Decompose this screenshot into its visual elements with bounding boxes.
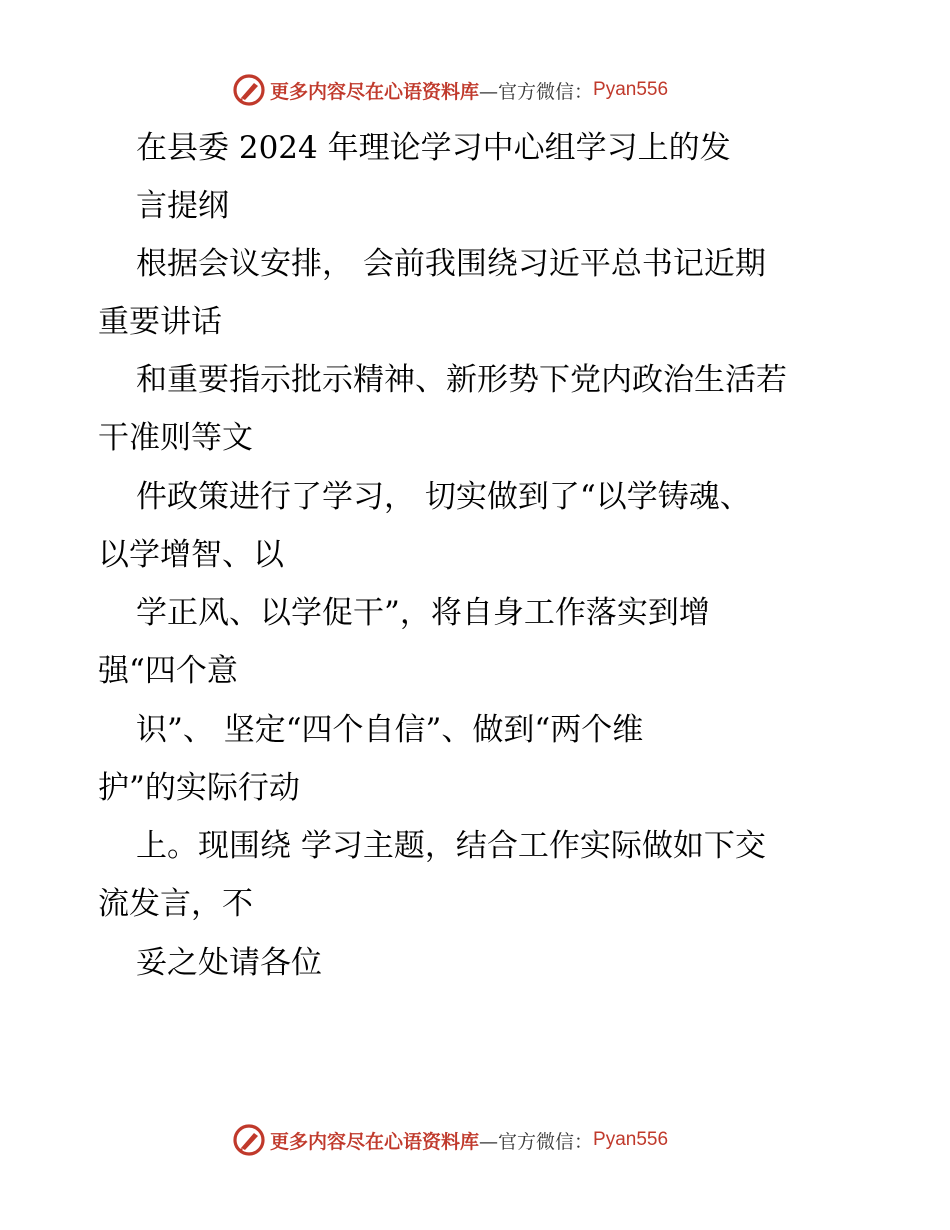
- pen-circle-logo-icon: [232, 73, 266, 107]
- watermark-separator-text: —官方微信：: [479, 80, 594, 103]
- pen-circle-logo-icon: [232, 1123, 266, 1157]
- watermark-id-text: Pyan556: [593, 1129, 669, 1150]
- document-line: 和重要指示批示精神、新形势下党内政治生活若: [136, 362, 787, 398]
- document-line: 言提纲: [136, 188, 229, 224]
- document-line: 干准则等文: [98, 420, 253, 456]
- footer-watermark: [232, 1122, 668, 1158]
- watermark-main-text: 更多内容尽在心语资料库: [270, 80, 480, 103]
- watermark-main-text: 更多内容尽在心语资料库: [270, 1130, 480, 1153]
- document-line: 流发言，不: [98, 886, 253, 922]
- document-line: 护”的实际行动: [98, 770, 300, 806]
- document-line: 根据会议安排， 会前我围绕习近平总书记近期: [136, 246, 766, 282]
- document-line: 件政策进行了学习， 切实做到了“以学铸魂、: [136, 479, 751, 515]
- watermark-id-text: Pyan556: [593, 79, 669, 100]
- document-line: 以学增智、以: [98, 537, 284, 573]
- document-line: 在县委 2024 年理论学习中心组学习上的发: [136, 130, 731, 166]
- document-line: 强“四个意: [98, 653, 238, 689]
- document-line: 识”、 坚定“四个自信”、做到“两个维: [136, 712, 644, 748]
- document-line: 学正风、以学促干”，将自身工作落实到增: [136, 595, 710, 631]
- document-line: 重要讲话: [98, 304, 222, 340]
- document-line: 妥之处请各位: [136, 945, 322, 981]
- header-watermark: [232, 72, 668, 108]
- document-line: 上。现围绕 学习主题，结合工作实际做如下交: [136, 828, 766, 864]
- watermark-separator-text: —官方微信：: [479, 1130, 594, 1153]
